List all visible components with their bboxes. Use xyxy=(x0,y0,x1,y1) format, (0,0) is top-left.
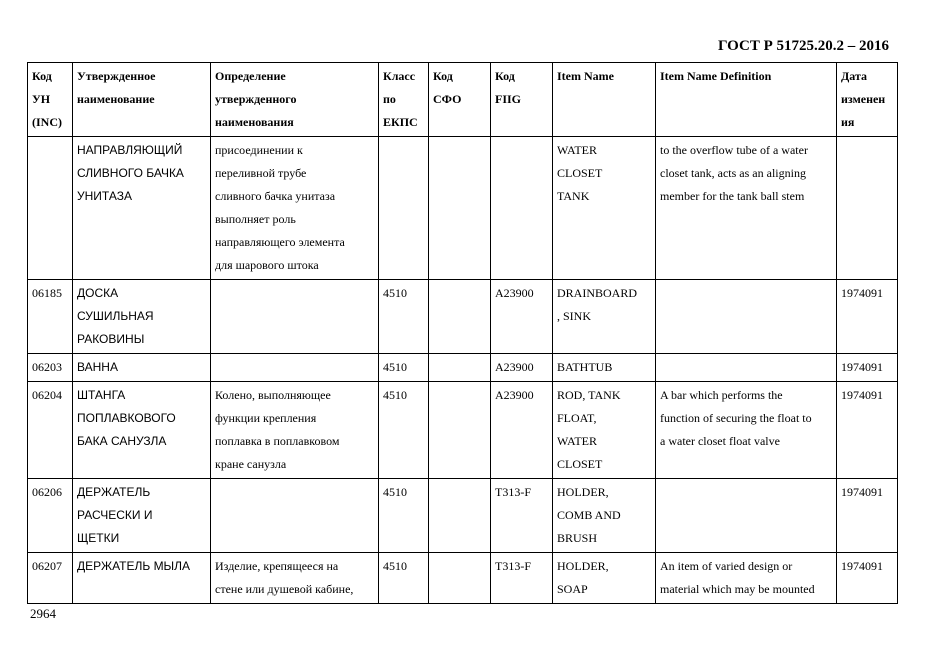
document-title: ГОСТ Р 51725.20.2 – 2016 xyxy=(717,38,889,54)
cell-inc: 06206 xyxy=(28,479,73,553)
column-header-sfo: Код СФО xyxy=(429,63,491,137)
cell-item-name: ROD, TANK FLOAT, WATER CLOSET xyxy=(553,382,656,479)
cell-name: ДОСКА СУШИЛЬНАЯ РАКОВИНЫ xyxy=(73,280,211,354)
cell-definition xyxy=(211,280,379,354)
cell-name: НАПРАВЛЯЮЩИЙ СЛИВНОГО БАЧКА УНИТАЗА xyxy=(73,137,211,280)
cell-inc: 06185 xyxy=(28,280,73,354)
cell-item-name: HOLDER, COMB AND BRUSH xyxy=(553,479,656,553)
table-row xyxy=(28,382,898,479)
cell-name: ДЕРЖАТЕЛЬ РАСЧЕСКИ И ЩЕТКИ xyxy=(73,479,211,553)
cell-sfo xyxy=(429,553,491,604)
cell-inc xyxy=(28,137,73,280)
cell-class: 4510 xyxy=(379,553,429,604)
table-row xyxy=(28,479,898,553)
cell-fiig: T313-F xyxy=(491,553,553,604)
cell-date xyxy=(837,137,898,280)
column-header-item-name: Item Name xyxy=(553,63,656,137)
cell-item-name: HOLDER, SOAP xyxy=(553,553,656,604)
cell-fiig: A23900 xyxy=(491,354,553,382)
cell-class: 4510 xyxy=(379,479,429,553)
cell-definition: Колено, выполняющее функции крепления поплавка в поплавковом кране санузла xyxy=(211,382,379,479)
cell-fiig: T313-F xyxy=(491,479,553,553)
cell-class: 4510 xyxy=(379,382,429,479)
cell-item-name: DRAINBOARD , SINK xyxy=(553,280,656,354)
cell-sfo xyxy=(429,354,491,382)
cell-name: ВАННА xyxy=(73,354,211,382)
cell-item-definition xyxy=(656,479,837,553)
cell-date: 1974091 xyxy=(837,553,898,604)
cell-fiig xyxy=(491,137,553,280)
table-row xyxy=(28,553,898,604)
cell-definition: присоединении к переливной трубе сливного бачка унитаза выполняет роль направляющего элемента для шарового штока xyxy=(211,137,379,280)
cell-date: 1974091 xyxy=(837,354,898,382)
cell-name: ДЕРЖАТЕЛЬ МЫЛА xyxy=(73,553,211,604)
table-header-row xyxy=(28,63,898,137)
cell-item-definition xyxy=(656,354,837,382)
cell-definition xyxy=(211,479,379,553)
cell-fiig: A23900 xyxy=(491,382,553,479)
column-header-date: Дата изменен ия xyxy=(837,63,898,137)
cell-inc: 06207 xyxy=(28,553,73,604)
column-header-item-definition: Item Name Definition xyxy=(656,63,837,137)
cell-item-name: BATHTUB xyxy=(553,354,656,382)
cell-class xyxy=(379,137,429,280)
cell-item-definition xyxy=(656,280,837,354)
cell-class: 4510 xyxy=(379,280,429,354)
cell-item-definition: to the overflow tube of a water closet tank, acts as an aligning member for the tank ball stem xyxy=(656,137,837,280)
cell-definition xyxy=(211,354,379,382)
cell-sfo xyxy=(429,479,491,553)
cell-item-name: WATER CLOSET TANK xyxy=(553,137,656,280)
cell-date: 1974091 xyxy=(837,479,898,553)
column-header-name: Утвержденное наименование xyxy=(73,63,211,137)
catalog-table xyxy=(27,62,898,604)
cell-name: ШТАНГА ПОПЛАВКОВОГО БАКА САНУЗЛА xyxy=(73,382,211,479)
column-header-inc: Код УН (INC) xyxy=(28,63,73,137)
cell-sfo xyxy=(429,280,491,354)
column-header-class: Класс по ЕКПС xyxy=(379,63,429,137)
cell-inc: 06203 xyxy=(28,354,73,382)
table-row xyxy=(28,137,898,280)
cell-date: 1974091 xyxy=(837,280,898,354)
table-row xyxy=(28,354,898,382)
cell-item-definition: A bar which performs the function of securing the float to a water closet float valve xyxy=(656,382,837,479)
cell-sfo xyxy=(429,382,491,479)
cell-definition: Изделие, крепящееся на стене или душевой кабине, xyxy=(211,553,379,604)
column-header-fiig: Код FIIG xyxy=(491,63,553,137)
column-header-definition: Определение утвержденного наименования xyxy=(211,63,379,137)
cell-item-definition: An item of varied design or material which may be mounted xyxy=(656,553,837,604)
cell-sfo xyxy=(429,137,491,280)
page-number: 2964 xyxy=(30,606,56,621)
cell-class: 4510 xyxy=(379,354,429,382)
cell-fiig: A23900 xyxy=(491,280,553,354)
table-row xyxy=(28,280,898,354)
cell-inc: 06204 xyxy=(28,382,73,479)
cell-date: 1974091 xyxy=(837,382,898,479)
